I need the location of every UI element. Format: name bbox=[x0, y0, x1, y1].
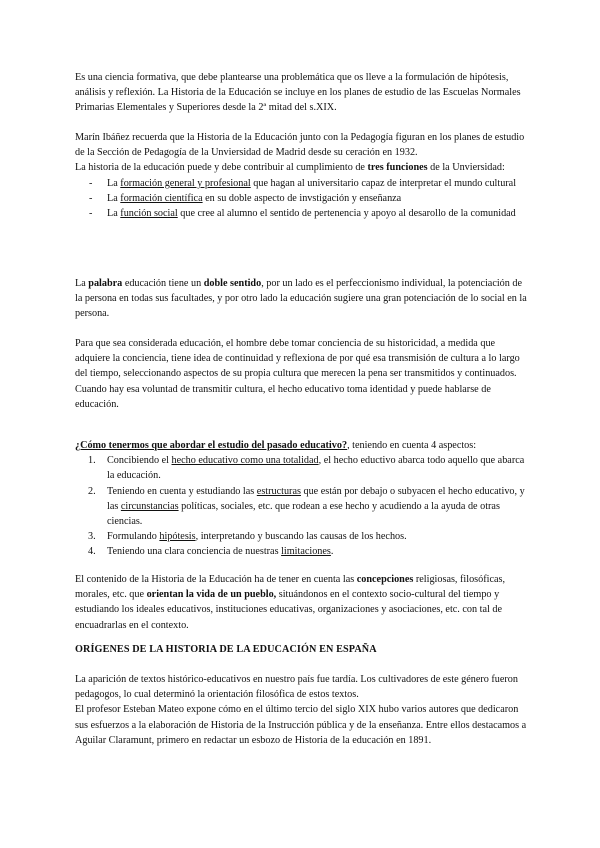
list-item: 1. Concibiendo el hecho educativo como una totalidad, el hecho eductivo abarca todo aquello que abarca la educación. bbox=[88, 455, 525, 482]
list-item: 4. Teniendo una clara conciencia de nuestras limitaciones. bbox=[88, 546, 334, 558]
paragraph-text: La aparición de textos histórico-educativos en nuestro país fue tardía. Los cultivadores de este género fueron pedagogos, lo cual determinó la orientación filosófica de estos textos. bbox=[75, 674, 518, 701]
list-item: - La formación general y profesional que hagan al universitario capaz de interpretar el mundo cultural bbox=[89, 177, 517, 189]
paragraph-text: Marín Ibáñez recuerda que la Historia de la Educación junto con la Pedagogía figuran en los planes de estudio de la Sección de Pedagogía de la Unviersidad de Madrid desde su ceración en 1932. bbox=[75, 132, 525, 159]
contribution-intro: La historia de la educación puede y debe contribuir al cumplimiento de tres funciones de la Unviersidad: bbox=[75, 162, 505, 174]
list-item: 2. Teniendo en cuenta y estudiando las estructuras que están por debajo o subyacen el hecho educativo, y las circunstancias políticas, sociales, etc. que rodean a ese hecho y acudiendo a la ayuda de otras ciencias. bbox=[88, 485, 525, 528]
paragraph-text: Para que sea considerada educación, el hombre debe tomar conciencia de su historicidad, a medida que adquiere la conciencia, tiene idea de continuidad y reflexiona de por qué esa transmisión de cultura a lo largo del tiempo, seleccionando aspectos de su propia cultura que merecen la pena ser transmitidos y continuados. Cuando hay esa voluntad de transmitir cultura, el hecho educativo toma identidad y puede hablarse de educación. bbox=[75, 338, 520, 410]
functions-list bbox=[75, 176, 527, 222]
content-paragraph: El contenido de la Historia de la Educación ha de tener en cuenta las concepciones religiosas, filosóficas, morales, etc. que orientan la vida de un pueblo, situándonos en el contexto socio-cultural del tiempo y estudiando los ideales educativos, instituciones educativas, organizaciones y asociaciones, etc. con tal de encuadrarlas en el contexto. bbox=[75, 574, 506, 631]
origins-paragraph bbox=[75, 672, 527, 748]
section-heading bbox=[75, 642, 527, 657]
marin-ibanez-paragraph bbox=[75, 130, 527, 221]
list-item: 3. Formulando hipótesis, interpretando y buscando las causas de los hechos. bbox=[88, 531, 407, 543]
paragraph-text: El profesor Esteban Mateo expone cómo en el último tercio del siglo XIX hubo varios autores que dedicaron sus esfuerzos a la elaboración de Historia de la Instrucción pública y de la enseñanza. Entre ellos destacamos a Aguilar Claramunt, primero en redactar un esbozo de Historia de la educación en 1891. bbox=[75, 704, 527, 746]
paragraph-text: Es una ciencia formativa, que debe plantearse una problemática que os lleve a la formulación de hipótesis, análisis y reflexión. La Historia de la Educación se incluye en los planes de estudio de las Escuelas Normales Primarias Elementales y Superiores desde la 2ª mitad del s.XIX. bbox=[75, 72, 521, 114]
intro-paragraph bbox=[75, 70, 527, 116]
double-meaning-paragraph: La palabra educación tiene un doble sentido, por un lado es el perfeccionismo individual, la potenciación de la persona en todas sus facultades, y por otro lado la educación sugiere una gran potenciación de lo social en la persona. bbox=[75, 278, 527, 320]
list-item: - La función social que cree al alumno el sentido de pertenencia y apoyo al desarollo de la comunidad bbox=[89, 208, 516, 220]
list-item: - La formación científica en su doble aspecto de invstigación y enseñanza bbox=[89, 192, 402, 204]
page-heading: ORÍGENES DE LA HISTORIA DE LA EDUCACIÓN EN ESPAÑA bbox=[75, 644, 377, 655]
study-aspects-section: ¿Cómo tenermos que abordar el estudio del pasado educativo?, teniendo en cuenta 4 aspectos: 1. Concibiendo el hecho educativo como una totalidad, el hecho eductivo abarca todo aquello que abarca la educación. 2. Teniendo en cuenta y estudiando las estructuras que están por debajo o subyacen el hecho educativo, y las circunstancias políticas, sociales, etc. que rodean a ese hecho y acudiendo a la ayuda de otras ciencias. 3. Formulando hipótesis, interpretando y buscando las causas de los hechos. 4. Teniendo una clara conciencia de nuestras limitaciones. bbox=[75, 438, 527, 560]
historicity-paragraph bbox=[75, 336, 527, 412]
aspects-list bbox=[75, 453, 527, 559]
